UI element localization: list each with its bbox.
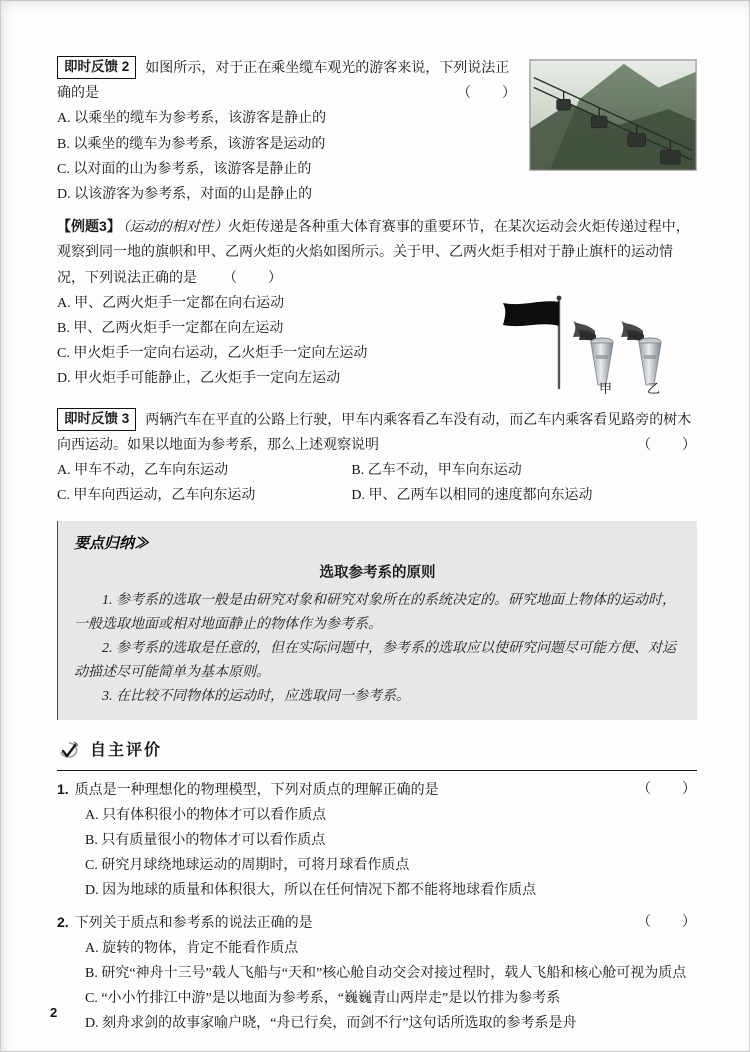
feedback2-question: 如图所示，对于正在乘坐缆车观光的游客来说，下列说法正确的是 <box>57 61 510 102</box>
option-b: B. 只有质量很小的物体才可以看作质点 <box>85 833 326 849</box>
keypoints-title: 选取参考系的原则 <box>319 565 436 582</box>
question-2-number: 2. <box>57 913 69 930</box>
question-1-line <box>57 777 697 803</box>
option-b: B. 以乘坐的缆车为参考系，该游客是运动的 <box>57 136 326 152</box>
torch-label-yi: 乙 <box>647 381 661 397</box>
example3-section <box>57 214 697 401</box>
selfeval-header <box>57 737 697 771</box>
question-1-text: 质点是一种理想化的物理模型，下列对质点的理解正确的是 <box>74 782 439 798</box>
feedback2-section <box>57 56 697 207</box>
question-2-options <box>57 936 697 1037</box>
question-1-number: 1. <box>57 780 69 797</box>
cable-car-photo <box>529 59 697 171</box>
cable-car-illustration <box>530 60 696 170</box>
keypoint-3: 3. 在比较不同物体的运动时，应选取同一参考系。 <box>102 688 410 704</box>
page-number: 2 <box>50 1005 58 1020</box>
option-d: D. 甲火炬手可能静止，乙火炬手一定向左运动 <box>57 371 341 387</box>
example3-answer-bracket: （ ） <box>223 270 283 286</box>
selfeval-title: 自主评价 <box>90 741 163 759</box>
keypoints-header: 要点归纳≫ <box>74 535 150 553</box>
page-content <box>57 56 697 1037</box>
option-b: B. 研究“神舟十三号”载人飞船与“天和”核心舱自动交会对接过程时，载人飞船和核心舱可视为质点 <box>85 966 687 982</box>
pen-check-icon <box>57 739 81 763</box>
example3-question-line <box>57 214 697 291</box>
keypoint-1: 1. 参考系的选取一般是由研究对象和研究对象所在的系统决定的。研究地面上物体的运动时，一般选取地面或相对地面静止的物体作为参考系。 <box>74 592 676 632</box>
option-c: C. 研究月球绕地球运动的周期时，可将月球看作质点 <box>85 858 410 874</box>
question-1-answer-bracket: （ ） <box>637 781 697 797</box>
feedback3-section <box>57 408 697 509</box>
example3-lead: （运动的相对性） <box>122 220 228 236</box>
feedback3-answer-bracket: （ ） <box>637 437 697 453</box>
option-c: C. 甲车向西运动，乙车向东运动 <box>57 488 256 504</box>
flag-torches-figure <box>495 293 697 399</box>
option-b: B. 乙车不动，甲车向东运动 <box>351 463 522 479</box>
option-d: D. 因为地球的质量和体积很大，所以在任何情况下都不能将地球看作质点 <box>85 883 537 899</box>
keypoint-2: 2. 参考系的选取是任意的，但在实际问题中，参考系的选取应以使研究问题尽可能方便、对运动描述尽可能简单为基本原则。 <box>74 640 676 680</box>
option-a: A. 甲车不动，乙车向东运动 <box>57 463 229 479</box>
option-c: C. 以对面的山为参考系，该游客是静止的 <box>57 161 312 177</box>
example3-body <box>57 291 697 401</box>
option-a: A. 以乘坐的缆车为参考系，该游客是静止的 <box>57 111 327 127</box>
flag-torches-illustration <box>495 293 697 399</box>
option-a: A. 甲、乙两火炬手一定都在向右运动 <box>57 295 285 311</box>
option-d: D. 以该游客为参考系，对面的山是静止的 <box>57 186 313 202</box>
feedback3-options <box>57 458 697 508</box>
option-a: A. 只有体积很小的物体才可以看作质点 <box>85 807 327 823</box>
question-1 <box>57 777 697 904</box>
feedback2-tag: 即时反馈 2 <box>57 56 136 79</box>
torch-label-jia: 甲 <box>599 381 613 397</box>
feedback3-question-line <box>57 408 697 458</box>
feedback2-answer-bracket: （ ） <box>457 86 517 102</box>
question-2-text: 下列关于质点和参考系的说法正确的是 <box>74 915 313 931</box>
option-c: C. “小小竹排江中游”是以地面为参考系，“巍巍青山两岸走”是以竹排为参考系 <box>85 991 561 1007</box>
question-2 <box>57 910 697 1037</box>
feedback3-question: 两辆汽车在平直的公路上行驶，甲车内乘客看乙车没有动，而乙车内乘客看见路旁的树木向西运动。如果以地面为参考系，那么上述观察说明 <box>57 412 692 453</box>
feedback3-tag: 即时反馈 3 <box>57 408 136 431</box>
option-b: B. 甲、乙两火炬手一定都在向左运动 <box>57 320 284 336</box>
option-a: A. 旋转的物体，肯定不能看作质点 <box>85 940 299 956</box>
option-d: D. 甲、乙两车以相同的速度都向东运动 <box>351 488 593 504</box>
question-2-answer-bracket: （ ） <box>637 914 697 930</box>
example3-question: 火炬传递是各种重大体育赛事的重要环节，在某次运动会火炬传递过程中，观察到同一地的旗帜和甲、乙两火炬的火焰如图所示。关于甲、乙两火炬手相对于静止旗杆的运动情况，下列说法正确的是 <box>57 220 690 286</box>
question-2-line <box>57 910 697 936</box>
option-c: C. 甲火炬手一定向右运动，乙火炬手一定向左运动 <box>57 346 368 362</box>
keypoints-box <box>57 521 697 719</box>
question-1-options <box>57 803 697 904</box>
option-d: D. 刻舟求剑的故事家喻户晓，“舟已行矣，而剑不行”这句话所选取的参考系是舟 <box>85 1016 577 1032</box>
example3-tag: 【例题3】 <box>57 218 121 235</box>
